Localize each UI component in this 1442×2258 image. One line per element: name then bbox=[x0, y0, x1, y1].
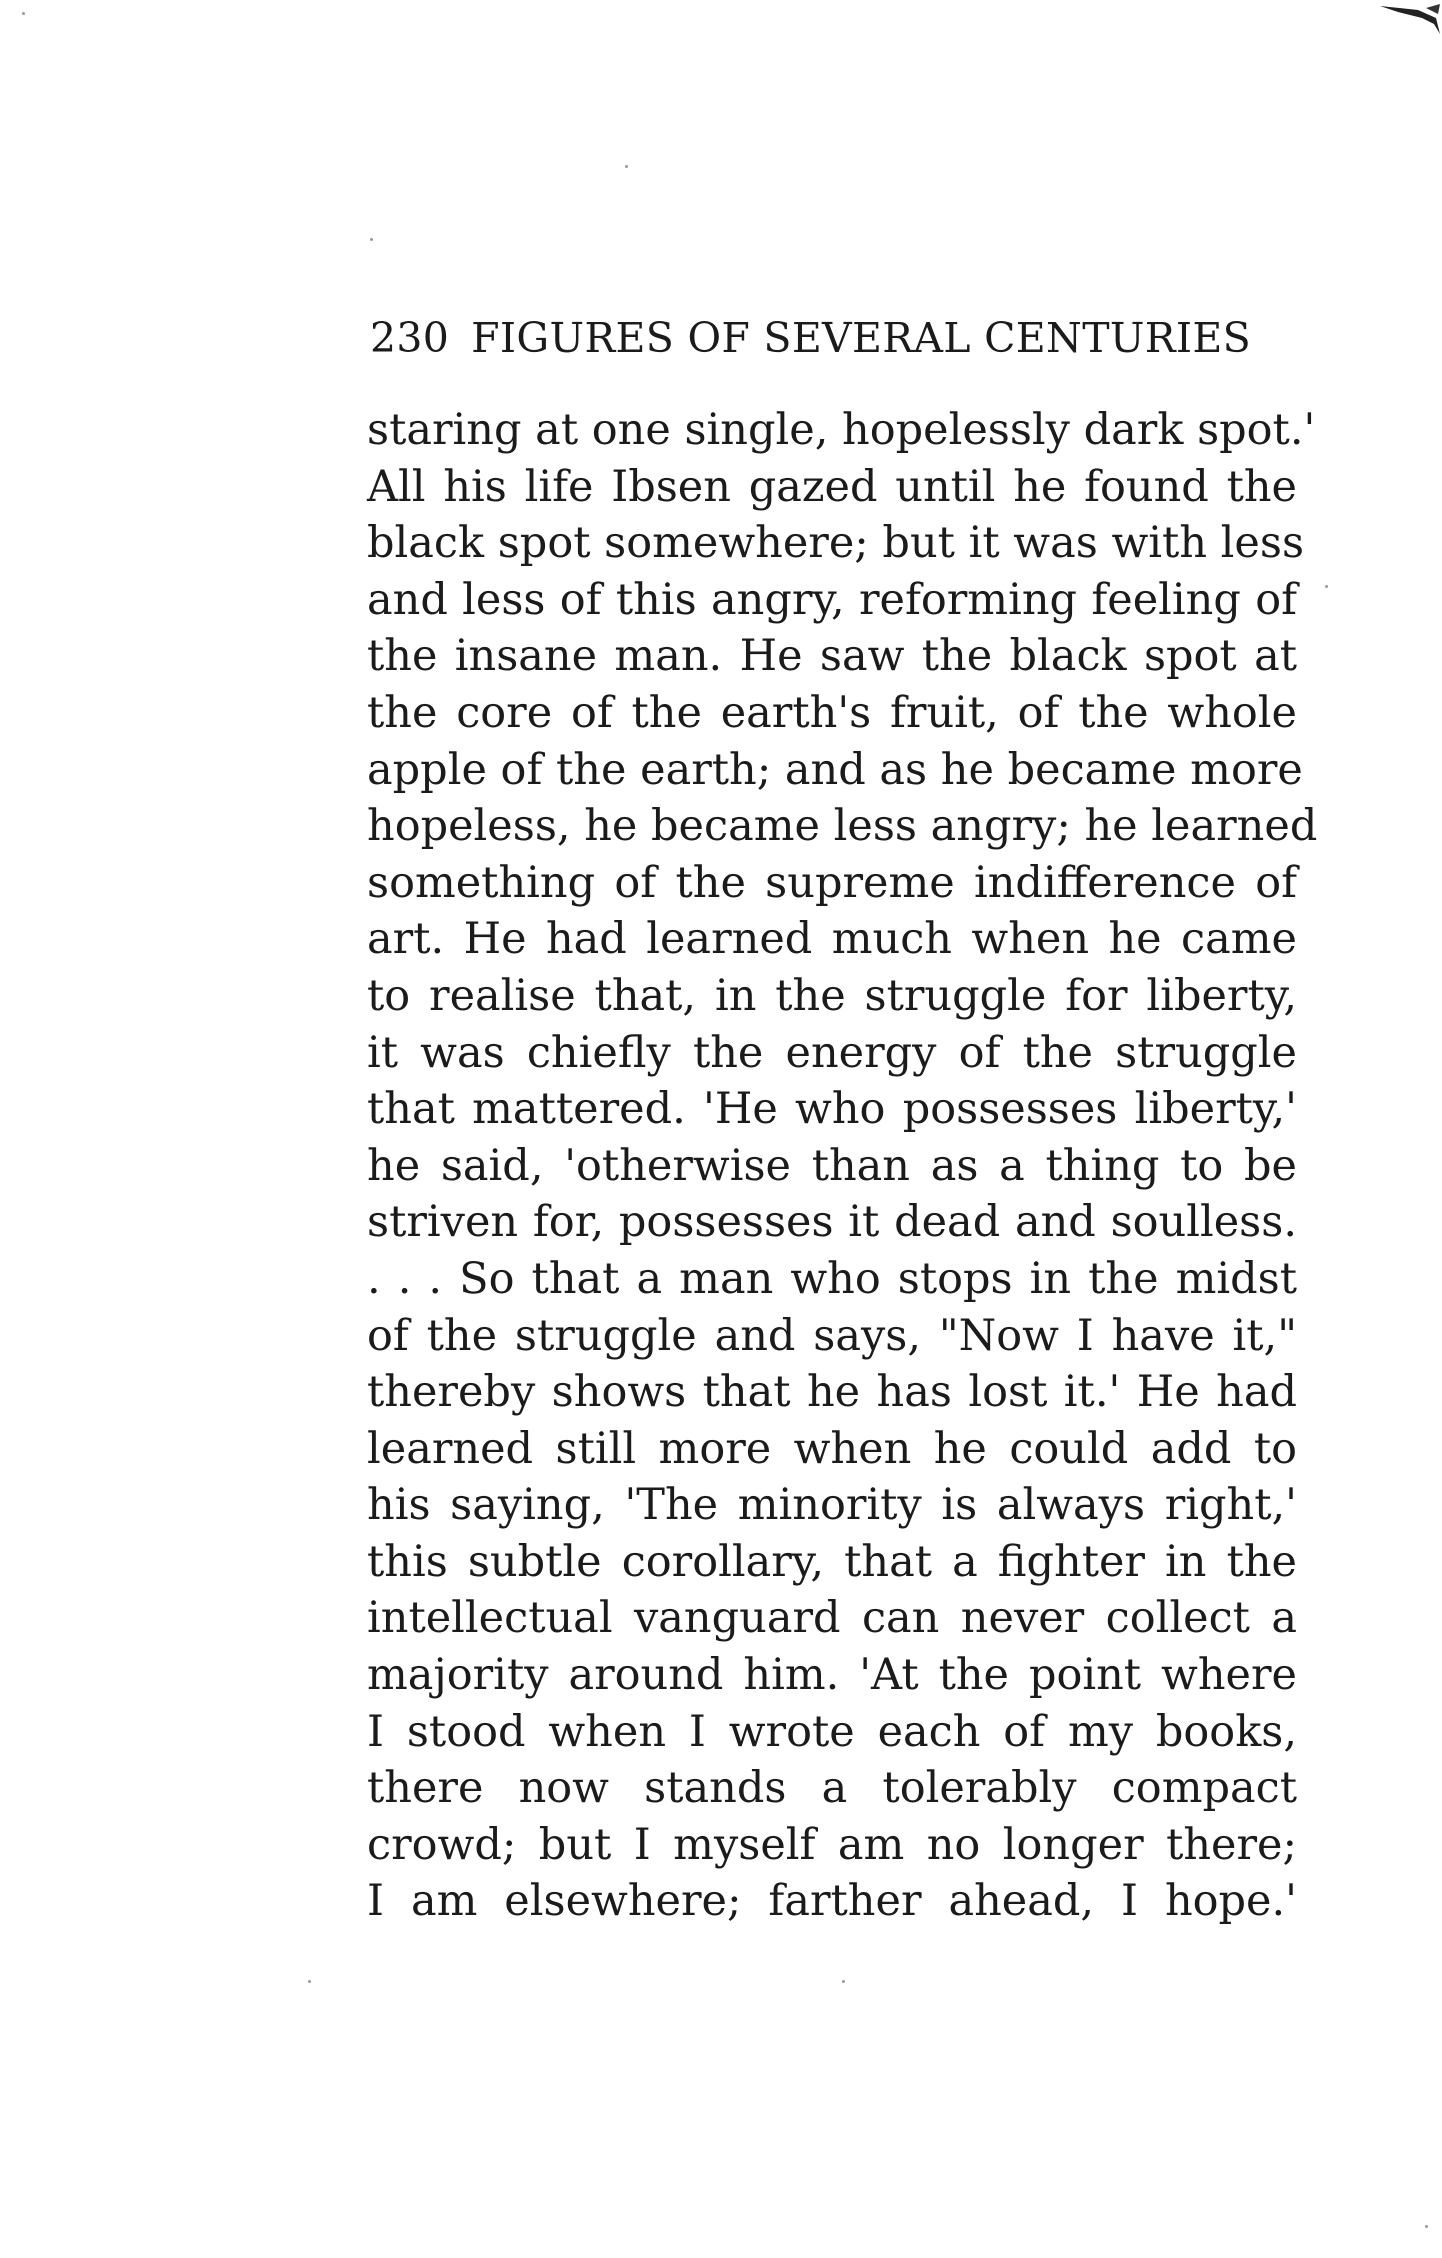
text-line: learned still more when he could add to bbox=[367, 1423, 1297, 1474]
text-line: this subtle corollary, that a fighter in the bbox=[367, 1536, 1297, 1587]
text-line: hopeless, he became less angry; he learned bbox=[367, 801, 1318, 852]
text-line: the core of the earth's fruit, of the whole bbox=[367, 687, 1297, 738]
text-line: art. He had learned much when he came bbox=[367, 914, 1297, 965]
text-line: black spot somewhere; but it was with less bbox=[367, 518, 1305, 569]
running-head bbox=[370, 308, 1270, 368]
paper-speck bbox=[22, 12, 25, 15]
text-line: intellectual vanguard can never collect a bbox=[367, 1593, 1297, 1644]
paper-speck bbox=[370, 238, 373, 241]
text-line: I am elsewhere; farther ahead, I hope.' bbox=[367, 1876, 1297, 1927]
paper-speck bbox=[842, 1980, 845, 1983]
page-number: 230 bbox=[370, 314, 450, 362]
text-line: that mattered. 'He who possesses liberty,' bbox=[367, 1084, 1297, 1135]
text-line: All his life Ibsen gazed until he found the bbox=[367, 461, 1297, 512]
text-line: to realise that, in the struggle for liberty, bbox=[367, 970, 1297, 1021]
paper-speck bbox=[1425, 2225, 1428, 2228]
text-line: thereby shows that he has lost it.' He had bbox=[367, 1367, 1297, 1418]
text-line: apple of the earth; and as he became more bbox=[367, 744, 1303, 795]
body-text bbox=[367, 402, 1318, 1930]
text-line: . . . So that a man who stops in the midst bbox=[367, 1253, 1297, 1304]
text-line: it was chiefly the energy of the struggle bbox=[367, 1027, 1297, 1078]
text-line: majority around him. 'At the point where bbox=[367, 1650, 1297, 1701]
text-line: the insane man. He saw the black spot at bbox=[367, 631, 1297, 682]
page-corner-mark bbox=[1378, 0, 1442, 52]
paper-speck bbox=[1325, 585, 1328, 588]
text-line: and less of this angry, reforming feeling of bbox=[367, 574, 1297, 625]
text-line: striven for, possesses it dead and soulless. bbox=[367, 1197, 1297, 1248]
text-line: staring at one single, hopelessly dark spot.' bbox=[367, 405, 1316, 455]
text-line: crowd; but I myself am no longer there; bbox=[367, 1819, 1297, 1870]
text-line: something of the supreme indifference of bbox=[367, 857, 1297, 908]
text-line: his saying, 'The minority is always right,' bbox=[367, 1480, 1297, 1531]
paper-speck bbox=[308, 1980, 311, 1983]
text-line: he said, 'otherwise than as a thing to be bbox=[367, 1140, 1297, 1191]
text-line: I stood when I wrote each of my books, bbox=[367, 1706, 1297, 1757]
running-title: FIGURES OF SEVERAL CENTURIES bbox=[471, 314, 1251, 362]
text-line: there now stands a tolerably compact bbox=[367, 1763, 1297, 1814]
text-line: of the struggle and says, "Now I have it," bbox=[367, 1310, 1297, 1361]
paper-speck bbox=[625, 165, 628, 168]
